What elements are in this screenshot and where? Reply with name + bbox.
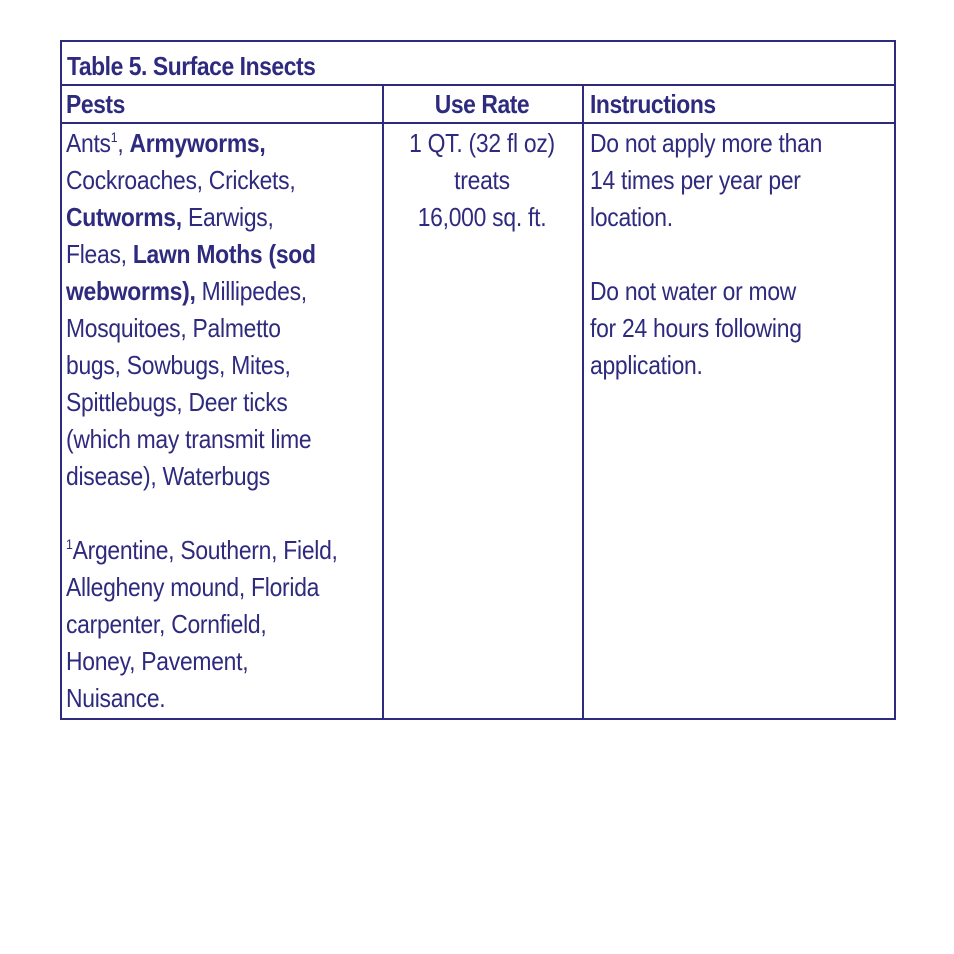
instructions-cell [590, 125, 822, 384]
use-rate-line: 16,000 sq. ft. [417, 202, 547, 232]
pests-text: Allegheny mound, Florida [66, 572, 320, 602]
instruction-line: Do not apply more than [590, 128, 823, 158]
pests-text: carpenter, Cornfield, [66, 609, 267, 639]
pests-line [66, 458, 338, 495]
instruction-line [590, 236, 822, 273]
pests-text: Cutworms, [66, 202, 182, 232]
use-rate-cell [394, 125, 570, 236]
pests-text: (which may transmit lime [66, 424, 312, 454]
pests-text: Fleas, [66, 239, 133, 269]
instruction-line: application. [590, 350, 703, 380]
pests-line [66, 680, 338, 717]
pests-text: Cockroaches, Crickets, [66, 165, 296, 195]
pests-line [66, 569, 338, 606]
pests-text: Mosquitoes, Palmetto [66, 313, 281, 343]
pests-text: Lawn Moths (sod [132, 239, 316, 269]
pests-line [66, 606, 338, 643]
pests-text: disease), Waterbugs [66, 461, 270, 491]
pests-text: Spittlebugs, Deer ticks [66, 387, 288, 417]
table-title: Table 5. Surface Insects [67, 51, 316, 81]
pests-text: Nuisance. [66, 683, 166, 713]
pests-line [66, 384, 338, 421]
pests-text: Argentine, Southern, Field, [72, 535, 338, 565]
pests-text: Millipedes, [195, 276, 307, 306]
pests-line [66, 273, 338, 310]
pests-line [66, 162, 338, 199]
pests-text: Ants [66, 128, 111, 158]
footnote-marker: 1 [110, 129, 118, 145]
instruction-line: for 24 hours following [590, 313, 802, 343]
pests-line [66, 495, 338, 532]
table-header-row [62, 86, 894, 124]
pests-cell [66, 125, 338, 717]
instruction-line: Do not water or mow [590, 276, 797, 306]
pests-line [66, 532, 338, 569]
use-rate-line: treats [454, 165, 510, 195]
table-title-row [62, 42, 894, 86]
surface-insects-table [60, 40, 896, 720]
header-pests: Pests [66, 89, 125, 119]
pests-text: Armyworms, [129, 128, 266, 158]
pests-text: Honey, Pavement, [66, 646, 249, 676]
header-instructions: Instructions [590, 89, 716, 119]
pests-line [66, 347, 338, 384]
pests-text: , [117, 128, 130, 158]
pests-line [66, 199, 338, 236]
pests-text: bugs, Sowbugs, Mites, [66, 350, 291, 380]
pests-line [66, 125, 338, 162]
use-rate-line: 1 QT. (32 fl oz) [409, 128, 555, 158]
pests-text: webworms), [66, 276, 196, 306]
footnote-marker: 1 [66, 536, 73, 552]
instruction-line: location. [590, 202, 673, 232]
pests-text: Earwigs, [181, 202, 274, 232]
header-use-rate: Use Rate [434, 89, 530, 119]
pests-line [66, 310, 338, 347]
column-divider [382, 86, 384, 718]
pests-line [66, 643, 338, 680]
column-divider [582, 86, 584, 718]
instruction-line: 14 times per year per [590, 165, 801, 195]
pests-line [66, 236, 338, 273]
pests-line [66, 421, 338, 458]
